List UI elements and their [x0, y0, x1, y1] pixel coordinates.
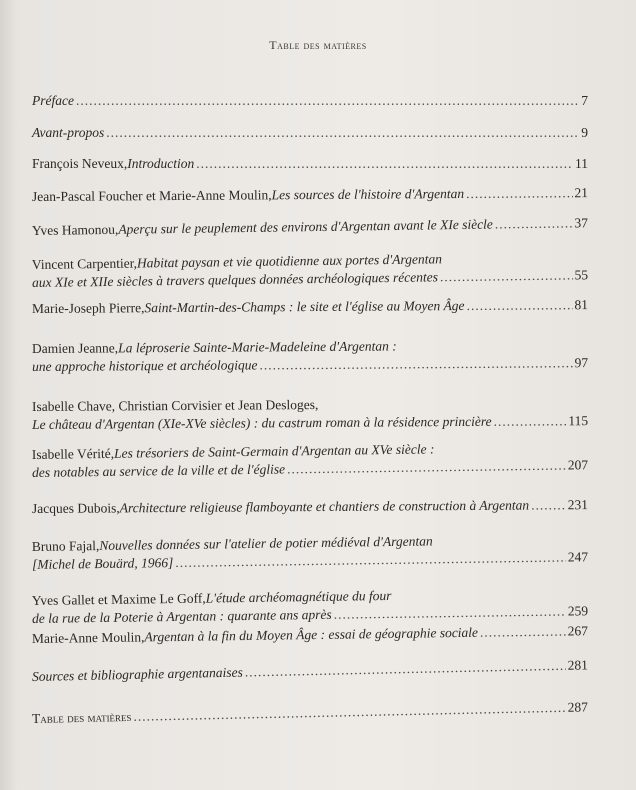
leader-dots — [440, 266, 573, 286]
toc-author: Yves Hamonou, — [31, 221, 119, 238]
toc-page-number: 115 — [568, 413, 589, 429]
leader-dots — [480, 623, 566, 642]
toc-page-number: 259 — [567, 603, 589, 619]
toc-author: Vincent Carpentier, — [31, 255, 138, 273]
toc-title: Habitat paysan et vie quotidienne aux portes d'Argentan — [136, 251, 443, 271]
leader-dots — [259, 354, 572, 374]
toc-entry-architecture — [32, 496, 588, 518]
toc-page-number: 281 — [567, 657, 589, 673]
toc-entry-peuplement — [32, 214, 588, 240]
toc-author: Isabelle Vérité, — [31, 445, 115, 463]
toc-title: La léproserie Sainte-Marie-Madeleine d'Argentan : — [118, 338, 397, 356]
toc-author: Yves Gallet et Maxime Le Goff, — [31, 590, 206, 609]
toc-title: Aperçu sur le peuplement des environs d'Argentan avant le XIe siècle — [118, 216, 493, 237]
toc-page-number: 55 — [574, 267, 589, 283]
toc-author: Damien Jeanne, — [31, 340, 119, 357]
leader-dots — [106, 124, 579, 142]
toc-author: Jacques Dubois, — [31, 500, 120, 516]
toc-title: L'étude archéomagnétique du four — [205, 587, 392, 606]
toc-entry-preface — [32, 92, 588, 110]
toc-page-number: 9 — [581, 125, 588, 140]
toc-title: Le château d'Argentan (XIe-XVe siècles) : du castrum roman à la résidence princière — [32, 413, 492, 432]
toc-page-number: 267 — [567, 623, 589, 639]
toc-title: Argentan à la fin du Moyen Âge : essai de géographie sociale — [144, 624, 479, 645]
toc-author: Marie-Joseph Pierre, — [31, 300, 145, 316]
toc-author: Jean-Pascal Foucher et Marie-Anne Moulin, — [31, 187, 272, 204]
leader-dots — [196, 155, 573, 173]
toc-entry-leproserie — [32, 336, 588, 376]
leader-dots — [466, 296, 572, 315]
toc-author: François Neveux, — [32, 156, 128, 171]
toc-title: Introduction — [127, 156, 195, 171]
toc-title-continued: [Michel de Bouärd, 1966] — [32, 555, 174, 572]
leader-dots — [76, 92, 579, 110]
toc-page-number: 207 — [567, 457, 589, 473]
toc-title-continued: une approche historique et archéologique — [32, 357, 258, 374]
toc-entry-table-des-matieres — [32, 698, 588, 728]
toc-entry-avant-propos — [32, 124, 588, 142]
toc-entry-sources-bibliographie — [32, 656, 588, 686]
toc-title-continued: de la rue de la Poterie à Argentan : quarante ans après — [32, 606, 332, 626]
leader-dots — [245, 657, 566, 682]
toc-title: Table des matières — [31, 708, 132, 726]
toc-author: Isabelle Chave, Christian Corvisier et Jean Desloges, — [31, 397, 319, 415]
leader-dots — [466, 184, 573, 203]
toc-entry-sources-histoire — [32, 184, 588, 206]
toc-author: Marie-Anne Moulin, — [31, 629, 145, 646]
toc-title: Sources et bibliographie argentanaises — [31, 664, 243, 684]
toc-page-number: 247 — [567, 549, 589, 565]
toc-title: Avant-propos — [32, 125, 105, 140]
toc-entry-chateau — [32, 394, 588, 434]
toc-title: Architecture religieuse flamboyante et chantiers de construction à Argentan — [119, 497, 530, 516]
toc-page-number: 231 — [567, 497, 589, 513]
leader-dots — [494, 412, 567, 431]
toc-title-continued: aux XIe et XIIe siècles à travers quelques données archéologiques récentes — [32, 269, 439, 290]
toc-author: Bruno Fajal, — [31, 538, 100, 555]
toc-title: Les trésoriers de Saint-Germain d'Argentan au XVe siècle : — [113, 441, 435, 461]
leader-dots — [495, 214, 573, 233]
toc-title: Les sources de l'histoire d'Argentan — [271, 185, 465, 203]
toc-page-number: 97 — [574, 355, 589, 371]
toc-page-number: 21 — [574, 185, 589, 201]
leader-dots — [287, 457, 566, 479]
toc-title-continued: des notables au service de la ville et de l'église — [32, 461, 286, 480]
page-header: Table des matières — [269, 38, 367, 52]
leader-dots — [334, 603, 566, 624]
toc-page-number: 11 — [575, 156, 588, 171]
toc-entry-saint-martin — [32, 296, 588, 318]
leader-dots — [133, 699, 566, 726]
leader-dots — [531, 496, 566, 514]
toc-entry-habitat-paysan — [32, 248, 588, 292]
toc-entry-atelier-potier — [32, 530, 588, 574]
toc-page-number: 7 — [581, 93, 588, 108]
toc-title: Préface — [32, 93, 74, 108]
toc-page-number: 287 — [567, 699, 589, 715]
toc-entry-archeomagnetique — [32, 584, 588, 628]
toc-title: Saint-Martin-des-Champs : le site et l'église au Moyen Âge — [144, 297, 465, 316]
toc-entry-tresoriers — [32, 438, 588, 482]
toc-entry-introduction — [32, 155, 588, 173]
toc-title: Nouvelles données sur l'atelier de potier médiéval d'Argentan — [99, 533, 433, 554]
toc-page-number: 37 — [574, 215, 589, 231]
toc-page-number: 81 — [574, 297, 589, 313]
